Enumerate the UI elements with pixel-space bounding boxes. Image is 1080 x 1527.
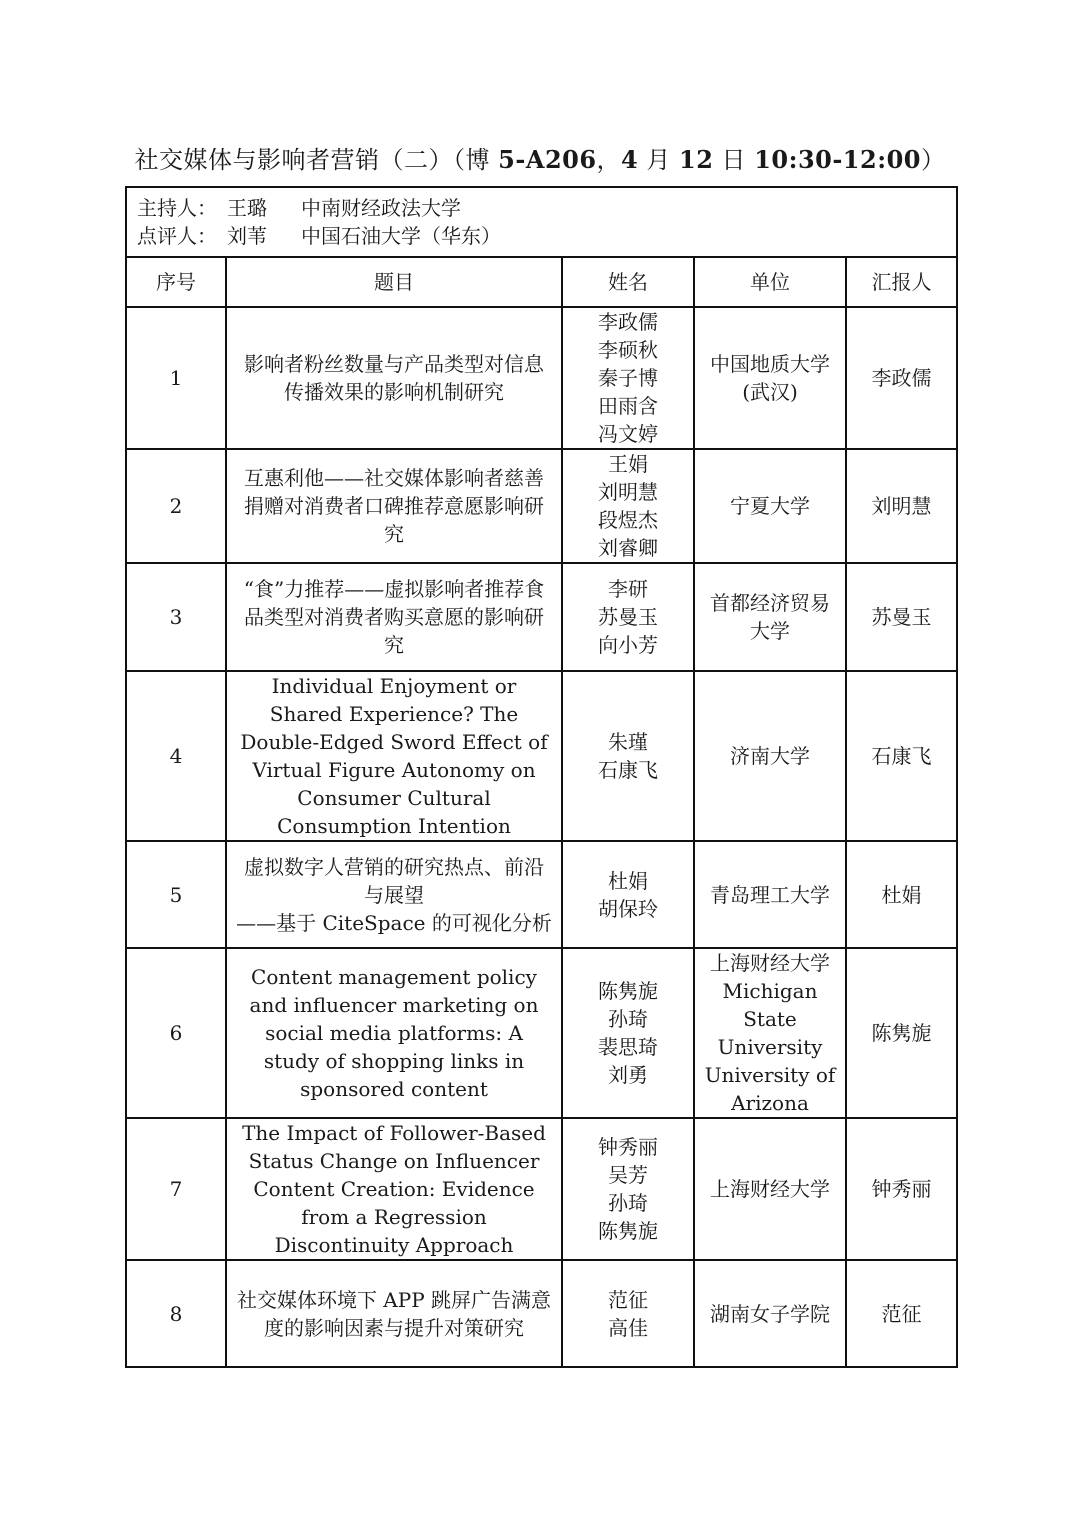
header-no: 序号	[126, 257, 226, 307]
author-name: 刘勇	[608, 1063, 648, 1087]
info-row	[126, 187, 957, 257]
table-row	[126, 671, 957, 841]
schedule-table	[125, 186, 958, 1368]
row-presenter: 陈隽旎	[846, 948, 957, 1118]
row-names	[562, 671, 694, 841]
row-topic: Content management policy and influencer marketing on social media platforms: A study of shopping links in sponsored content	[226, 948, 562, 1118]
row-names	[562, 1118, 694, 1260]
row-topic: “食”力推荐——虚拟影响者推荐食品类型对消费者购买意愿的影响研究	[226, 563, 562, 671]
author-name: 李政儒	[598, 310, 658, 334]
author-name: 陈隽旎	[598, 979, 658, 1003]
row-presenter: 杜娟	[846, 841, 957, 948]
author-name: 石康飞	[598, 758, 658, 782]
author-name: 王娟	[608, 452, 648, 476]
row-no: 2	[126, 449, 226, 563]
row-topic: The Impact of Follower-Based Status Change on Influencer Content Creation: Evidence from a Regression Discontinuity Approach	[226, 1118, 562, 1260]
host-role: 主持人：	[137, 196, 217, 220]
title-suffix: ）	[920, 146, 946, 174]
unit-line: 上海财经大学	[710, 1177, 830, 1201]
title-sep: ，	[596, 146, 622, 174]
author-name: 陈隽旎	[598, 1219, 658, 1243]
author-name: 孙琦	[608, 1191, 648, 1215]
author-name: 李研	[608, 577, 648, 601]
row-unit	[694, 563, 846, 671]
title-month: 4	[621, 145, 639, 174]
author-name: 朱瑾	[608, 730, 648, 754]
row-names	[562, 841, 694, 948]
row-presenter: 刘明慧	[846, 449, 957, 563]
unit-line: 宁夏大学	[730, 494, 810, 518]
header-topic: 题目	[226, 257, 562, 307]
row-names	[562, 563, 694, 671]
title-day-unit: 日	[713, 146, 755, 174]
table-row	[126, 948, 957, 1118]
row-presenter: 范征	[846, 1260, 957, 1367]
title-time: 10:30-12:00	[754, 145, 921, 174]
row-unit	[694, 1118, 846, 1260]
unit-line: University of Arizona	[704, 1063, 836, 1115]
author-name: 田雨含	[598, 394, 658, 418]
row-unit	[694, 449, 846, 563]
author-name: 胡保玲	[598, 896, 658, 921]
reviewer-name: 刘苇	[227, 224, 267, 248]
author-name: 高佳	[608, 1315, 648, 1340]
header-unit: 单位	[694, 257, 846, 307]
author-name: 吴芳	[608, 1163, 648, 1187]
title-day: 12	[679, 145, 714, 174]
unit-line: (武汉)	[742, 380, 798, 404]
row-presenter: 李政儒	[846, 307, 957, 449]
title-prefix: 社交媒体与影响者营销（二）（博	[134, 146, 499, 174]
unit-line: 湖南女子学院	[710, 1301, 830, 1326]
author-name: 范征	[608, 1287, 648, 1312]
author-name: 钟秀丽	[598, 1135, 658, 1159]
host-name: 王璐	[227, 196, 267, 220]
header-row	[126, 257, 957, 307]
session-info	[126, 187, 957, 257]
row-no: 1	[126, 307, 226, 449]
row-unit	[694, 948, 846, 1118]
author-name: 刘明慧	[598, 480, 658, 504]
unit-line: Michigan State University	[717, 979, 823, 1059]
unit-line: 首都经济贸易	[710, 591, 830, 615]
row-no: 3	[126, 563, 226, 671]
author-name: 向小芳	[598, 633, 658, 657]
row-topic: Individual Enjoyment or Shared Experience? The Double-Edged Sword Effect of Virtual Figure Autonomy on Consumer Cultural Consumption Intention	[226, 671, 562, 841]
row-no: 5	[126, 841, 226, 948]
topic-line: ——基于 CiteSpace 的可视化分析	[236, 910, 552, 935]
row-unit	[694, 671, 846, 841]
row-no: 4	[126, 671, 226, 841]
row-unit	[694, 307, 846, 449]
row-topic: 社交媒体环境下 APP 跳屏广告满意度的影响因素与提升对策研究	[226, 1260, 562, 1367]
table-row	[126, 449, 957, 563]
unit-line: 青岛理工大学	[710, 882, 830, 907]
row-presenter: 石康飞	[846, 671, 957, 841]
unit-line: 中国地质大学	[710, 352, 830, 376]
author-name: 杜娟	[608, 868, 648, 893]
topic-line: 虚拟数字人营销的研究热点、前沿与展望	[244, 854, 544, 907]
author-name: 李硕秋	[598, 338, 658, 362]
author-name: 刘睿卿	[598, 536, 658, 560]
row-no: 8	[126, 1260, 226, 1367]
row-no: 7	[126, 1118, 226, 1260]
row-names	[562, 307, 694, 449]
table-row	[126, 563, 957, 671]
title-room: 5-A206	[498, 145, 597, 174]
host-org: 中南财经政法大学	[301, 196, 461, 220]
author-name: 孙琦	[608, 1007, 648, 1031]
table-row	[126, 841, 957, 948]
row-names	[562, 948, 694, 1118]
author-name: 冯文婷	[598, 422, 658, 446]
table-row	[126, 307, 957, 449]
author-name: 苏曼玉	[598, 605, 658, 629]
row-presenter: 苏曼玉	[846, 563, 957, 671]
unit-line: 上海财经大学	[710, 951, 830, 975]
host-line	[137, 194, 946, 222]
row-presenter: 钟秀丽	[846, 1118, 957, 1260]
table-row	[126, 1260, 957, 1367]
row-unit	[694, 841, 846, 948]
header-presenter: 汇报人	[846, 257, 957, 307]
reviewer-org: 中国石油大学（华东）	[301, 224, 501, 248]
row-no: 6	[126, 948, 226, 1118]
unit-line: 大学	[750, 619, 790, 643]
row-unit	[694, 1260, 846, 1367]
author-name: 裴思琦	[598, 1035, 658, 1059]
header-names: 姓名	[562, 257, 694, 307]
page-title	[0, 140, 1080, 175]
row-topic: 互惠利他——社交媒体影响者慈善捐赠对消费者口碑推荐意愿影响研究	[226, 449, 562, 563]
title-month-unit: 月	[638, 146, 680, 174]
row-topic	[226, 841, 562, 948]
row-names	[562, 1260, 694, 1367]
row-names	[562, 449, 694, 563]
row-topic: 影响者粉丝数量与产品类型对信息传播效果的影响机制研究	[226, 307, 562, 449]
table-row	[126, 1118, 957, 1260]
unit-line: 济南大学	[730, 744, 810, 768]
reviewer-line	[137, 222, 946, 250]
author-name: 秦子博	[598, 366, 658, 390]
author-name: 段煜杰	[598, 508, 658, 532]
reviewer-role: 点评人：	[137, 224, 217, 248]
